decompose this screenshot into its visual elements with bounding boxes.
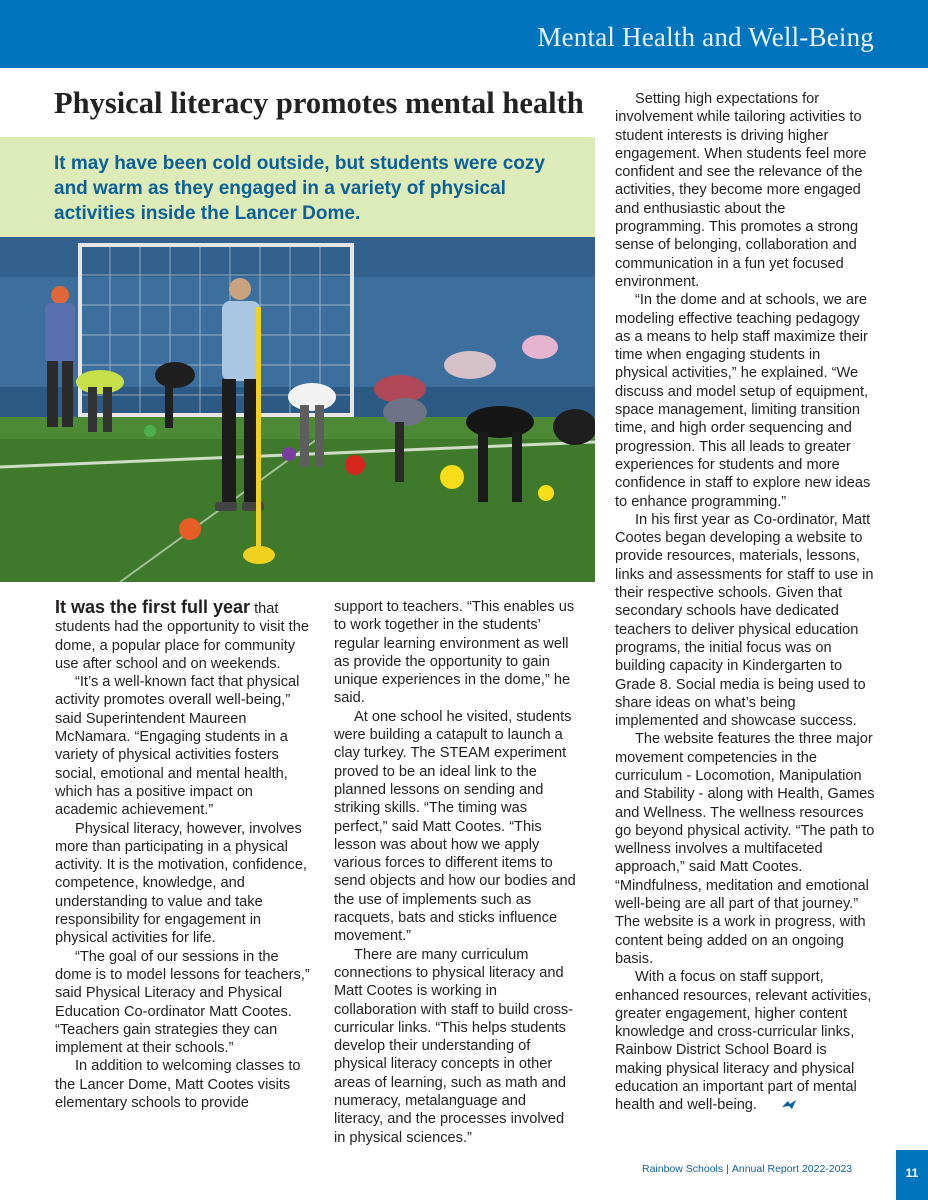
page-footer (642, 1163, 852, 1175)
section-title: Mental Health and Well-Being (537, 22, 874, 52)
article-column-3 (615, 90, 877, 1117)
paragraph-text: With a focus on staff support, enhanced resources, relevant activities, greater engagement, higher content knowledge and cross-curricular links, Rainbow District School Board is making physical literacy and physical education an important part of mental health and well-being. (615, 969, 872, 1114)
paragraph (55, 598, 317, 673)
paragraph: At one school he visited, students were building a catapult to launch a clay turkey. The STEAM experiment proved to be an ideal link to the planned lessons on sending and striking skills. “The timing was perfect,” said Matt Cootes. “This lesson was about how we apply various forces to different items to send objects and how our bodies and the use of implements such as racquets, bats and sticks influence movement.” (334, 708, 576, 945)
paragraph: Physical literacy, however, involves more than participating in a physical activity. It is the motivation, confidence, competence, knowledge, and understanding to value and take responsibility for engagement in physical activities for life. (55, 820, 307, 947)
paragraph-text: that students had the opportunity to visit the dome, a popular place for community use after school and on weekends. (55, 601, 309, 672)
lede-box (0, 137, 595, 237)
paragraph: In addition to welcoming classes to the Lancer Dome, Matt Cootes visits elementary schools to provide (55, 1058, 301, 1112)
paragraph: The website features the three major movement competencies in the curriculum - Locomotion, Manipulation and Stability - along with Health, Games and Wellness. The wellness resources go beyond physical activity. “The path to wellness involves a multifaceted approach,” said Matt Cootes. “Mindfulness, meditation and emotional well-being are all part of that journey.” The website is a work in progress, with content being added on an ongoing basis. (615, 731, 875, 967)
paragraph (615, 968, 877, 1116)
page-number: 11 (905, 1166, 919, 1180)
end-mark-icon (761, 1098, 797, 1116)
page-number-tab (896, 1150, 928, 1200)
paragraph: Setting high expectations for involvement while tailoring activities to student interests is driving higher engagement. When students feel more confident and see the relevance of the activities, they become more engaged and enthusiastic about the programming. This promotes a strong sense of belonging, collaboration and communication in a fun yet focused environment. (615, 91, 867, 290)
photo-students-in-dome (0, 237, 595, 582)
paragraph: In his first year as Co-ordinator, Matt Cootes began developing a website to provide resources, materials, lessons, links and assessments for staff to use in their respective schools. Given that secondary schools have dedicated teachers to deliver physical education programs, the initial focus was on building capacity in Kindergarten to Grade 8. Social media is being used to share ideas on what’s being implemented and showcase success. (615, 511, 874, 730)
paragraph: “In the dome and at schools, we are modeling effective teaching pedagogy as a means to help staff maximize their time when engaging students in physical activities,” he explained. “We discuss and model setup of equipment, space management, limiting transition time, and high order sequencing and progression. This all leads to greater experiences for students and more confidence in staff to explore new ideas to enhance programming.” (615, 292, 871, 510)
paragraph: “The goal of our sessions in the dome is to model lessons for teachers,” said Physical Literacy and Physical Education Co-ordinator Matt Cootes. “Teachers gain strategies they can implement at their schools.” (55, 948, 310, 1057)
paragraph: “It’s a well-known fact that physical activity promotes overall well-being,” said Superintendent Maureen McNamara. “Engaging students in a variety of physical activities fosters social, emotional and mental health, which has a positive impact on academic achievement.” (55, 674, 300, 819)
photo-illustration (0, 237, 595, 582)
footer-publisher: Rainbow Schools (642, 1163, 724, 1175)
article-column-1 (55, 598, 317, 1112)
article-column-2 (334, 598, 579, 1147)
lede-text: It may have been cold outside, but students were cozy and warm as they engaged in a variety of physical activities inside the Lancer Dome. (54, 153, 545, 224)
lead-in: It was the first full year (55, 597, 251, 617)
paragraph: support to teachers. “This enables us to work together in the students’ regular learning environment as well as provide the opportunity to gain unique experiences in the dome,” he said. (334, 599, 575, 707)
footer-report: Annual Report 2022-2023 (731, 1163, 853, 1175)
section-banner (0, 0, 928, 68)
paragraph: There are many curriculum connections to physical literacy and Matt Cootes is working in collaboration with staff to build cross-curricular links. “This helps students develop their understanding of physical literacy concepts in other areas of learning, such as math and numeracy, metalanguage and literacy, and the processes involved in physical sciences.” (334, 946, 574, 1146)
footer-separator: | (726, 1163, 729, 1175)
article-headline: Physical literacy promotes mental health (54, 86, 584, 120)
